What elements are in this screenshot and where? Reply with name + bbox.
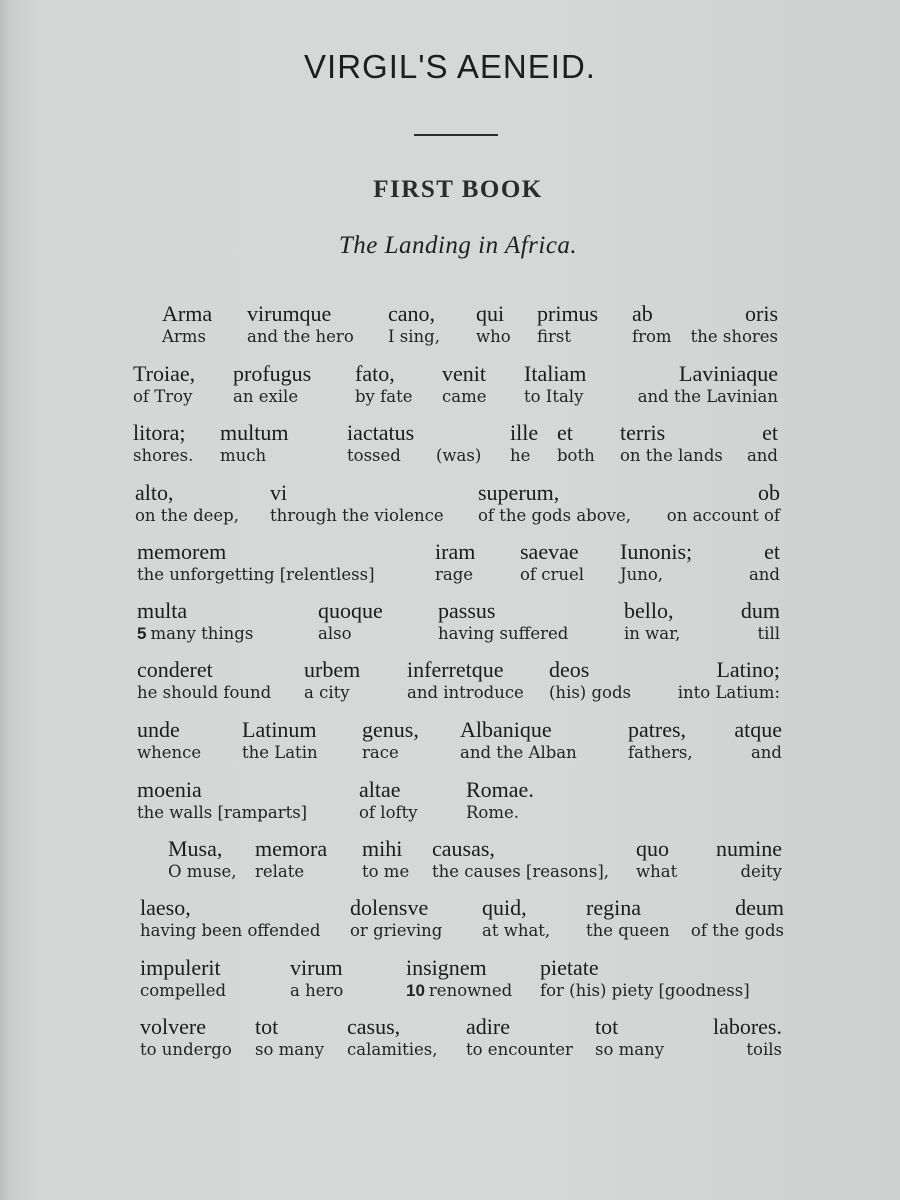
latin-word: ab [632, 301, 653, 326]
title-rule [414, 134, 498, 136]
latin-word: fato, [355, 361, 395, 386]
gloss-text: and the Alban [460, 743, 577, 762]
word-pair [476, 302, 511, 348]
verse-line [0, 658, 900, 714]
word-pair [466, 778, 534, 824]
latin-word: litora; [133, 420, 186, 445]
word-pair [620, 421, 723, 467]
english-gloss [242, 742, 318, 764]
latin-word: Arma [162, 301, 213, 326]
gloss-text: he [510, 446, 531, 465]
latin-word: labores. [712, 1014, 782, 1039]
word-pair [133, 421, 193, 467]
gloss-text: the queen [586, 921, 670, 940]
english-gloss [355, 386, 412, 408]
gloss-text: of lofty [359, 803, 418, 822]
english-gloss [304, 682, 360, 704]
gloss-text: of the gods above, [478, 506, 631, 525]
english-gloss [255, 861, 327, 883]
gloss-text: having been offended [140, 921, 321, 940]
english-gloss [466, 802, 534, 824]
english-gloss [478, 505, 631, 527]
gloss-text: relate [255, 862, 305, 881]
english-gloss [524, 386, 586, 408]
word-pair [537, 302, 598, 348]
word-pair [140, 1015, 232, 1061]
word-pair [137, 658, 271, 704]
verse-line [0, 778, 900, 834]
latin-word: Romae. [466, 777, 534, 802]
gloss-text: for (his) piety [goodness] [540, 981, 750, 1000]
verse-line [0, 481, 900, 537]
latin-word: altae [359, 777, 401, 802]
english-gloss [347, 445, 414, 467]
line-number: 5 [137, 624, 147, 643]
latin-word: unde [137, 717, 180, 742]
word-pair [749, 540, 780, 586]
gloss-text: O muse, [168, 862, 237, 881]
word-pair [691, 302, 778, 348]
english-gloss [137, 623, 253, 645]
verse-line [0, 540, 900, 596]
word-pair [691, 896, 784, 942]
word-pair [137, 718, 201, 764]
english-gloss [747, 445, 778, 467]
word-pair [233, 362, 311, 408]
latin-word: dum [740, 598, 780, 623]
latin-word: conderet [137, 657, 213, 682]
line-number: 10 [406, 981, 425, 1000]
word-pair [135, 481, 239, 527]
latin-word: volvere [140, 1014, 206, 1039]
word-pair [359, 778, 418, 824]
latin-word: insignem [406, 955, 487, 980]
english-gloss [432, 861, 609, 883]
gloss-text: the unforgetting [relentless] [137, 565, 375, 584]
latin-word: Italiam [524, 361, 587, 386]
english-gloss [549, 682, 631, 704]
word-pair [510, 421, 538, 467]
latin-word: urbem [304, 657, 361, 682]
word-pair [362, 718, 419, 764]
english-gloss [460, 742, 577, 764]
latin-word: primus [537, 301, 599, 326]
gloss-text: on the deep, [135, 506, 239, 525]
word-pair [168, 837, 237, 883]
gloss-text: on account of [666, 506, 780, 525]
gloss-text: from [632, 327, 672, 346]
latin-word: adire [466, 1014, 510, 1039]
english-gloss [510, 445, 538, 467]
word-pair [524, 362, 586, 408]
gloss-text: rage [435, 565, 474, 584]
gloss-text: toils [746, 1040, 782, 1059]
english-gloss [362, 742, 419, 764]
latin-word: passus [438, 598, 496, 623]
latin-word: genus, [362, 717, 419, 742]
word-pair [436, 421, 481, 467]
english-gloss [716, 861, 782, 883]
latin-word: quo [636, 836, 669, 861]
book-title: VIRGIL'S AENEID. [304, 48, 596, 85]
word-pair [247, 302, 354, 348]
latin-word: moenia [137, 777, 202, 802]
english-gloss [628, 742, 693, 764]
gloss-text: and [750, 743, 782, 762]
latin-word: impulerit [140, 955, 221, 980]
latin-word: quid, [482, 895, 527, 920]
english-gloss [624, 623, 680, 645]
gloss-text: the shores [690, 327, 778, 346]
english-gloss [168, 861, 237, 883]
latin-word: bello, [624, 598, 674, 623]
gloss-text: race [362, 743, 399, 762]
latin-word: venit [442, 361, 486, 386]
word-pair [432, 837, 609, 883]
latin-word: multa [137, 598, 188, 623]
latin-word: iram [435, 539, 476, 564]
english-gloss [436, 445, 481, 467]
word-pair [290, 956, 343, 1002]
gloss-text: shores. [133, 446, 194, 465]
english-gloss [442, 386, 487, 408]
word-pair [557, 421, 595, 467]
word-pair [667, 481, 780, 527]
english-gloss [406, 980, 512, 1002]
latin-word: cano, [388, 301, 436, 326]
word-pair [435, 540, 475, 586]
gloss-text: tossed [347, 446, 401, 465]
english-gloss [137, 802, 307, 824]
english-gloss [255, 1039, 324, 1061]
gloss-text: first [537, 327, 571, 346]
word-pair [520, 540, 584, 586]
section-title: FIRST BOOK [373, 176, 543, 203]
gloss-text: fathers, [628, 743, 693, 762]
english-gloss [466, 1039, 573, 1061]
english-gloss [595, 1039, 664, 1061]
gloss-text: renowned [428, 981, 513, 1000]
gloss-text: Juno, [620, 565, 664, 584]
english-gloss [586, 920, 670, 942]
english-gloss [140, 920, 320, 942]
word-pair [636, 837, 677, 883]
gloss-text: and [748, 565, 780, 584]
gloss-text: to me [362, 862, 410, 881]
latin-word: terris [620, 420, 666, 445]
english-gloss [137, 564, 375, 586]
word-pair [638, 362, 778, 408]
latin-word: quoque [318, 598, 383, 623]
word-pair [407, 658, 524, 704]
word-pair [255, 837, 327, 883]
english-gloss [359, 802, 418, 824]
word-pair [586, 896, 670, 942]
latin-word: Albanique [460, 717, 552, 742]
section-subtitle: The Landing in Africa. [338, 232, 578, 259]
word-pair [466, 1015, 573, 1061]
word-pair [482, 896, 550, 942]
english-gloss [247, 326, 354, 348]
word-pair [133, 362, 195, 408]
word-pair [549, 658, 631, 704]
gloss-text: he should found [137, 683, 272, 702]
word-pair [137, 540, 375, 586]
english-gloss [135, 505, 239, 527]
word-pair [137, 599, 253, 645]
word-pair [362, 837, 409, 883]
gloss-text: or grieving [350, 921, 443, 940]
gloss-text: many things [150, 624, 254, 643]
gloss-text: came [442, 387, 487, 406]
latin-word: vi [270, 480, 288, 505]
latin-word: regina [586, 895, 641, 920]
word-pair [304, 658, 360, 704]
english-gloss [318, 623, 383, 645]
english-gloss [620, 564, 692, 586]
latin-word: multum [220, 420, 289, 445]
gloss-text: of the gods [690, 921, 784, 940]
latin-word: saevae [520, 539, 579, 564]
gloss-text: so many [255, 1040, 325, 1059]
word-pair [460, 718, 577, 764]
latin-word: Latino; [716, 657, 780, 682]
word-pair [620, 540, 692, 586]
latin-word: pietate [540, 955, 599, 980]
latin-word: numine [716, 836, 782, 861]
latin-word: laeso, [140, 895, 191, 920]
latin-word: Musa, [168, 836, 223, 861]
latin-word: Latinum [242, 717, 317, 742]
latin-word: tot [595, 1014, 619, 1039]
gloss-text: (was) [436, 446, 482, 465]
latin-word: virum [290, 955, 343, 980]
latin-word: inferretque [407, 657, 504, 682]
english-gloss [438, 623, 568, 645]
english-gloss [557, 445, 595, 467]
english-gloss [270, 505, 444, 527]
word-pair [255, 1015, 324, 1061]
english-gloss [388, 326, 440, 348]
verse-line [0, 718, 900, 774]
gloss-text: at what, [482, 921, 551, 940]
verse-line [0, 362, 900, 418]
english-gloss [137, 682, 271, 704]
gloss-text: and the hero [247, 327, 354, 346]
word-pair [350, 896, 442, 942]
english-gloss [620, 445, 723, 467]
word-pair [355, 362, 412, 408]
latin-word: deum [735, 895, 784, 920]
gloss-text: compelled [140, 981, 227, 1000]
english-gloss [407, 682, 524, 704]
word-pair [318, 599, 383, 645]
gloss-text: Rome. [466, 803, 520, 822]
word-pair [406, 956, 512, 1002]
latin-word: superum, [478, 480, 560, 505]
latin-word: atque [734, 717, 782, 742]
word-pair [140, 896, 320, 942]
english-gloss [350, 920, 442, 942]
english-gloss [140, 980, 226, 1002]
word-pair [478, 481, 631, 527]
gloss-text: and introduce [407, 683, 524, 702]
word-pair [678, 658, 780, 704]
english-gloss [162, 326, 212, 348]
word-pair [734, 718, 782, 764]
latin-word: tot [255, 1014, 279, 1039]
gloss-text: by fate [355, 387, 413, 406]
english-gloss [749, 564, 780, 586]
verse-line [0, 896, 900, 952]
english-gloss [133, 386, 195, 408]
gloss-text: in war, [624, 624, 681, 643]
gloss-text: the Latin [242, 743, 318, 762]
english-gloss [734, 742, 782, 764]
latin-word: ob [758, 480, 780, 505]
latin-word: deos [549, 657, 590, 682]
word-pair [628, 718, 693, 764]
word-pair [632, 302, 672, 348]
english-gloss [678, 682, 780, 704]
english-gloss [362, 861, 409, 883]
word-pair [347, 1015, 438, 1061]
word-pair [540, 956, 750, 1002]
gloss-text: the causes [reasons], [432, 862, 610, 881]
english-gloss [140, 1039, 232, 1061]
english-gloss [220, 445, 288, 467]
gloss-text: and the Lavinian [637, 387, 778, 406]
gloss-text: and [746, 446, 778, 465]
word-pair [137, 778, 307, 824]
latin-word: memora [255, 836, 328, 861]
latin-word: qui [476, 301, 505, 326]
latin-word: Troiae, [133, 361, 196, 386]
word-pair [162, 302, 212, 348]
word-pair [347, 421, 414, 467]
verse-line [0, 302, 900, 358]
english-gloss [713, 1039, 782, 1061]
english-gloss [537, 326, 598, 348]
verse-line [0, 1015, 900, 1071]
word-pair [220, 421, 288, 467]
word-pair [741, 599, 780, 645]
gloss-text: both [557, 446, 595, 465]
english-gloss [476, 326, 511, 348]
gloss-text: much [220, 446, 267, 465]
english-gloss [638, 386, 778, 408]
gloss-text: till [757, 624, 780, 643]
latin-word: causas, [432, 836, 495, 861]
english-gloss [691, 920, 784, 942]
verse-line [0, 421, 900, 477]
gloss-text: a hero [290, 981, 344, 1000]
gloss-text: so many [595, 1040, 665, 1059]
word-pair [716, 837, 782, 883]
gloss-text: to encounter [466, 1040, 573, 1059]
gloss-text: of Troy [133, 387, 193, 406]
english-gloss [290, 980, 343, 1002]
word-pair [747, 421, 778, 467]
gloss-text: I sing, [388, 327, 440, 346]
english-gloss [636, 861, 677, 883]
gloss-text: Arms [162, 327, 206, 346]
latin-word: et [764, 539, 780, 564]
word-pair [624, 599, 680, 645]
latin-word: Laviniaque [679, 361, 778, 386]
gloss-text: an exile [233, 387, 299, 406]
gloss-text: into Latium: [677, 683, 780, 702]
latin-word: casus, [347, 1014, 401, 1039]
english-gloss [632, 326, 672, 348]
english-gloss [137, 742, 201, 764]
english-gloss [435, 564, 475, 586]
gloss-text: to Italy [524, 387, 584, 406]
verse-line [0, 837, 900, 893]
gloss-text: the walls [ramparts] [137, 803, 308, 822]
english-gloss [540, 980, 750, 1002]
latin-word: dolensve [350, 895, 429, 920]
gloss-text: (his) gods [549, 683, 632, 702]
gloss-text: what [636, 862, 678, 881]
gloss-text: calamities, [347, 1040, 438, 1059]
word-pair [242, 718, 318, 764]
gloss-text: who [476, 327, 511, 346]
english-gloss [667, 505, 780, 527]
latin-word: ille [510, 420, 539, 445]
latin-word [436, 421, 481, 445]
word-pair [270, 481, 444, 527]
word-pair [438, 599, 568, 645]
latin-word: memorem [137, 539, 227, 564]
gloss-text: deity [740, 862, 782, 881]
english-gloss [133, 445, 193, 467]
english-gloss [233, 386, 311, 408]
latin-word: alto, [135, 480, 174, 505]
english-gloss [347, 1039, 438, 1061]
english-gloss [691, 326, 778, 348]
latin-word: profugus [233, 361, 312, 386]
gloss-text: whence [137, 743, 202, 762]
latin-word: Iunonis; [620, 539, 693, 564]
gloss-text: having suffered [438, 624, 569, 643]
latin-word: et [557, 420, 573, 445]
latin-word: patres, [628, 717, 687, 742]
gloss-text: through the violence [270, 506, 444, 525]
word-pair [388, 302, 440, 348]
verse-line [0, 599, 900, 655]
word-pair [442, 362, 487, 408]
verse-line [0, 956, 900, 1012]
gloss-text: to undergo [140, 1040, 232, 1059]
latin-word: et [762, 420, 778, 445]
english-gloss [520, 564, 584, 586]
latin-word: virumque [247, 301, 332, 326]
word-pair [595, 1015, 664, 1061]
latin-word: oris [745, 301, 778, 326]
word-pair [140, 956, 226, 1002]
gloss-text: also [318, 624, 352, 643]
english-gloss [741, 623, 780, 645]
gloss-text: a city [304, 683, 350, 702]
gloss-text: on the lands [620, 446, 723, 465]
english-gloss [482, 920, 550, 942]
latin-word: mihi [362, 836, 403, 861]
latin-word: iactatus [347, 420, 415, 445]
word-pair [713, 1015, 782, 1061]
gloss-text: of cruel [520, 565, 585, 584]
